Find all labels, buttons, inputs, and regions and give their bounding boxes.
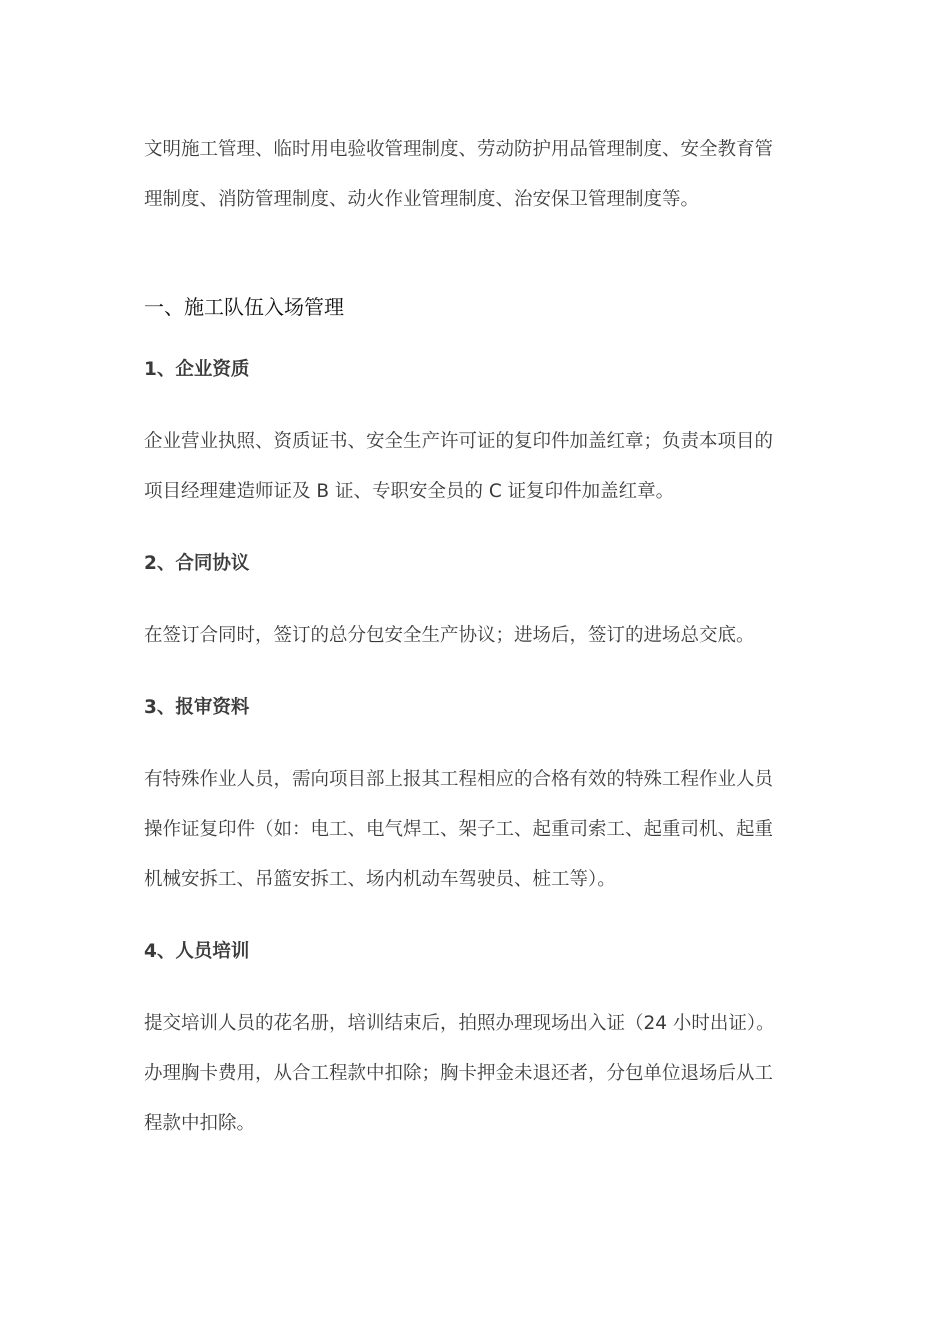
item-3-paragraph [144, 755, 800, 905]
item-4-line-1: 提交培训人员的花名册，培训结束后，拍照办理现场出入证（24 小时出证）。 [144, 1013, 775, 1034]
item-1-line-2: 项目经理建造师证及 B 证、专职安全员的 C 证复印件加盖红章。 [144, 481, 675, 502]
item-3-line-1: 有特殊作业人员，需向项目部上报其工程相应的合格有效的特殊工程作业人员 [144, 769, 774, 790]
section-title: 一、施工队伍入场管理 [144, 295, 344, 319]
intro-line-1: 文明施工管理、临时用电验收管理制度、劳动防护用品管理制度、安全教育管 [144, 139, 774, 160]
intro-line-2: 理制度、消防管理制度、动火作业管理制度、治安保卫管理制度等。 [144, 189, 700, 210]
item-4-paragraph [144, 999, 800, 1149]
item-1-heading: 1、企业资质 [144, 359, 250, 380]
intro-paragraph [144, 125, 800, 225]
item-4-line-3: 程款中扣除。 [144, 1113, 256, 1134]
item-3-line-3: 机械安拆工、吊篮安拆工、场内机动车驾驶员、桩工等）。 [144, 869, 616, 890]
item-3-line-2: 操作证复印件（如：电工、电气焊工、架子工、起重司索工、起重司机、起重 [144, 819, 774, 840]
item-2-line-1: 在签订合同时，签订的总分包安全生产协议；进场后，签订的进场总交底。 [144, 625, 755, 646]
item-3-heading: 3、报审资料 [144, 697, 250, 718]
item-1-paragraph [144, 417, 800, 517]
item-4-heading: 4、人员培训 [144, 941, 250, 962]
item-2-heading: 2、合同协议 [144, 553, 250, 574]
item-1-line-1: 企业营业执照、资质证书、安全生产许可证的复印件加盖红章；负责本项目的 [144, 431, 774, 452]
item-4-line-2: 办理胸卡费用，从合工程款中扣除；胸卡押金未退还者，分包单位退场后从工 [144, 1063, 774, 1084]
item-2-paragraph [144, 611, 800, 661]
